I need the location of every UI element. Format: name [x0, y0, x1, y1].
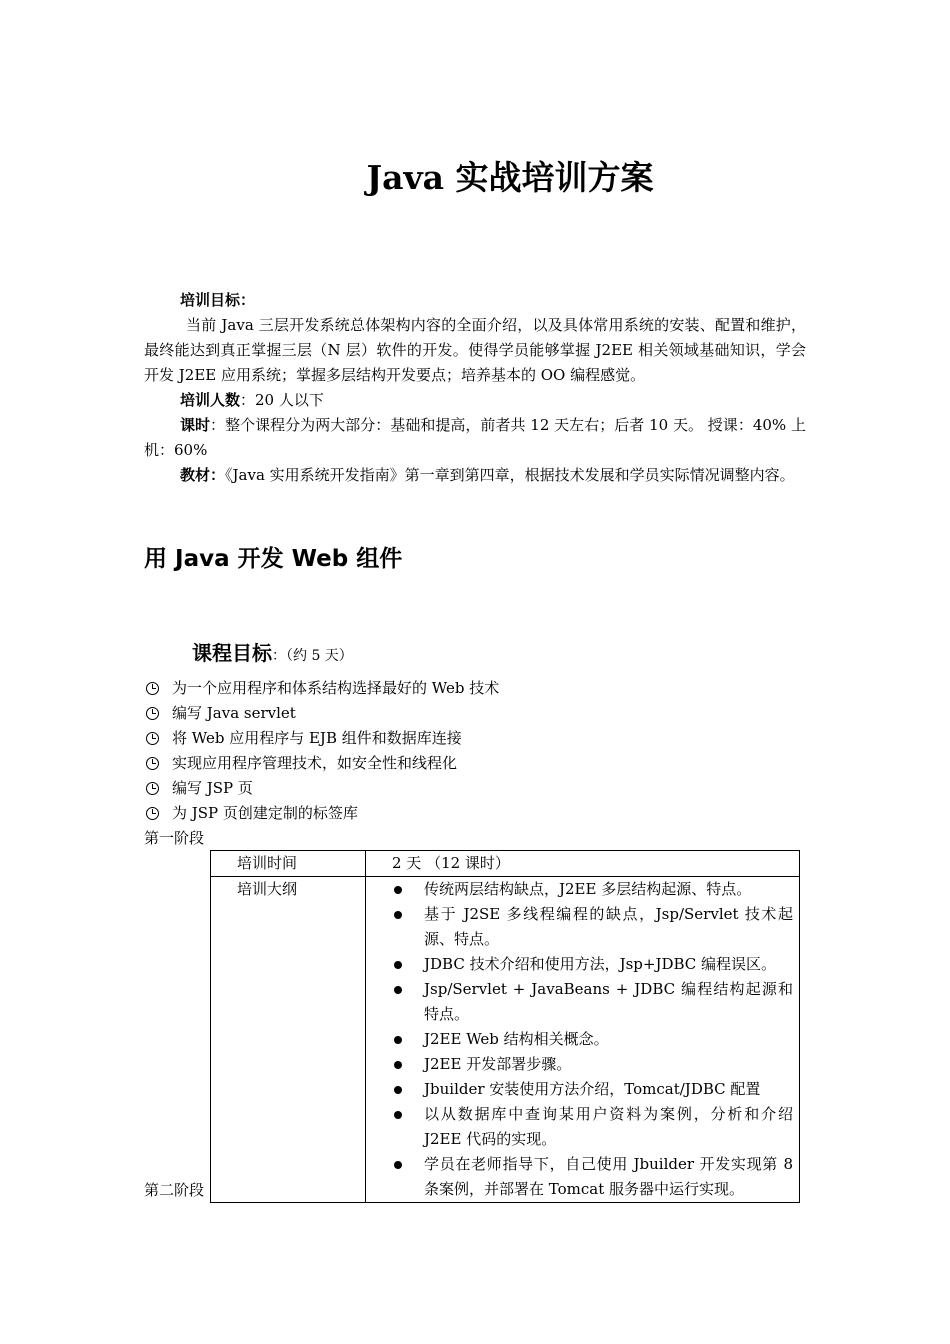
outline-cell: [366, 877, 800, 1203]
list-item: J2EE 开发部署步骤。: [392, 1052, 793, 1077]
list-item: JDBC 技术介绍和使用方法，Jsp+JDBC 编程误区。: [392, 952, 793, 977]
training-hours-label: 课时: [180, 416, 211, 434]
outline-list: [392, 877, 793, 1202]
clock-icon: [146, 707, 159, 720]
training-people-value: ：20 人以下: [240, 391, 324, 409]
clock-icon: [146, 732, 159, 745]
clock-icon: [146, 807, 159, 820]
list-item: [144, 801, 499, 826]
training-material-label: 教材：: [180, 466, 226, 484]
goal-text: 为一个应用程序和体系结构选择最好的 Web 技术: [172, 679, 500, 697]
course-goal-heading: [192, 636, 353, 673]
clock-icon: [146, 757, 159, 770]
time-value-cell: 2 天 （12 课时）: [366, 851, 800, 877]
list-item: 传统两层结构缺点，J2EE 多层结构起源、特点。: [392, 877, 793, 902]
course-goal-duration: ：（约 5 天）: [272, 648, 353, 664]
training-goal-text: 当前 Java 三层开发系统总体架构内容的全面介绍，以及具体常用系统的安装、配置和维护，最终能达到真正掌握三层（N 层）软件的开发。使得学员能够掌握 J2EE 相关领域基础知识，学会开发 J2EE 应用系统；掌握多层结构开发要点；培养基本的 OO 编程感觉。: [144, 316, 806, 384]
page-title: Java 实战培训方案: [366, 158, 654, 197]
clock-icon: [146, 682, 159, 695]
training-hours-value: ：整个课程分为两大部分：基础和提高，前者共 12 天左右；后者 10 天。 授课：40% 上机：60%: [144, 416, 806, 459]
goal-text: 实现应用程序管理技术，如安全性和线程化: [172, 754, 458, 772]
training-material: [144, 463, 806, 488]
course-goal-title: 课程目标: [192, 641, 272, 665]
goal-text: 编写 JSP 页: [172, 779, 253, 797]
list-item: [144, 676, 499, 701]
list-item: [144, 776, 499, 801]
list-item: J2EE Web 结构相关概念。: [392, 1027, 793, 1052]
list-item: Jsp/Servlet + JavaBeans + JDBC 编程结构起源和特点。: [392, 977, 793, 1027]
list-item: Jbuilder 安装使用方法介绍，Tomcat/JDBC 配置: [392, 1077, 793, 1102]
time-label-cell: 培训时间: [211, 851, 366, 877]
training-hours: [144, 413, 806, 463]
training-people-label: 培训人数: [180, 391, 241, 409]
training-goal-label: 培训目标：: [180, 291, 256, 309]
table-row: [211, 851, 800, 877]
list-item: 学员在老师指导下，自己使用 Jbuilder 开发实现第 8 条案例，并部署在 Tomcat 服务器中运行实现。: [392, 1152, 793, 1202]
list-item: 以从数据库中查询某用户资料为案例，分析和介绍 J2EE 代码的实现。: [392, 1102, 793, 1152]
table-row: [211, 877, 800, 1203]
list-item: [144, 726, 499, 751]
goal-text: 为 JSP 页创建定制的标签库: [172, 804, 358, 822]
course-goal-list: [144, 676, 499, 826]
goal-text: 将 Web 应用程序与 EJB 组件和数据库连接: [172, 729, 462, 747]
clock-icon: [146, 782, 159, 795]
stage-two-label: 第二阶段: [144, 1181, 205, 1199]
training-material-value: 《Java 实用系统开发指南》第一章到第四章，根据技术发展和学员实际情况调整内容。: [225, 466, 795, 484]
section-title: 用 Java 开发 Web 组件: [144, 546, 403, 572]
stage-one-label: 第一阶段: [144, 829, 205, 847]
training-goal-label-line: [144, 288, 806, 313]
training-people: [144, 388, 806, 413]
stage-one-table: [210, 850, 800, 1203]
intro-block: [144, 288, 806, 488]
list-item: [144, 701, 499, 726]
outline-label-cell: 培训大纲: [211, 877, 366, 1203]
list-item: 基于 J2SE 多线程编程的缺点，Jsp/Servlet 技术起源、特点。: [392, 902, 793, 952]
list-item: [144, 751, 499, 776]
goal-text: 编写 Java servlet: [172, 704, 296, 722]
